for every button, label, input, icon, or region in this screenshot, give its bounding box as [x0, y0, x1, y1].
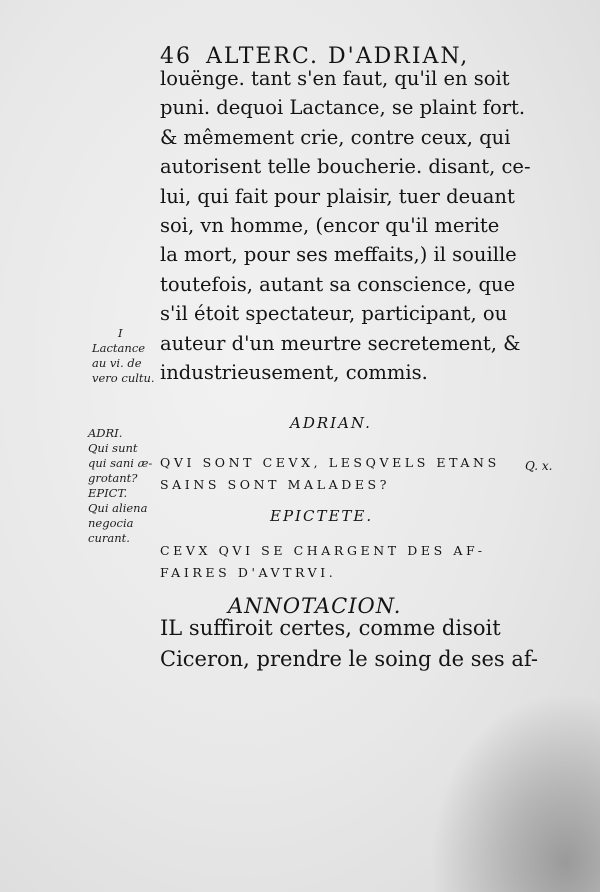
margin-line: ADRI.: [88, 426, 123, 440]
speaker-epictete: EPICTETE.: [270, 507, 374, 525]
text-line: la mort, pour ses meffaits,) il souille: [160, 243, 517, 267]
margin-line: Lactance: [92, 341, 146, 355]
margin-line: I: [118, 326, 123, 340]
text-line: louënge. tant s'en faut, qu'il en soit: [160, 67, 510, 90]
margin-line: vero cultu.: [92, 371, 155, 385]
text-line: QVI SONT CEVX, LESQVELS ETANS: [160, 455, 500, 470]
margin-line: Qui sunt: [88, 441, 138, 455]
text-line: IL suffiroit certes, comme disoit: [160, 616, 501, 640]
margin-line: au vi. de: [92, 356, 142, 370]
annotation-title: ANNOTACION.: [228, 594, 402, 618]
text-line: autorisent telle boucherie. disant, ce-: [160, 155, 531, 179]
text-line: Ciceron, prendre le soing de ses af-: [160, 647, 538, 671]
text-line: toutefois, autant sa conscience, que: [160, 272, 516, 296]
question-text: [160, 452, 500, 496]
margin-note-lactance: [92, 326, 155, 386]
text-line: s'il étoit spectateur, participant, ou: [160, 302, 508, 326]
margin-line: qui sani æ-: [88, 456, 153, 470]
running-title: ALTERC. D'ADRIAN,: [206, 44, 470, 69]
text-line: FAIRES D'AVTRVI.: [160, 565, 337, 580]
annotation-text: [160, 613, 538, 675]
body-text: [160, 64, 531, 387]
text-line: puni. dequoi Lactance, se plaint fort.: [160, 96, 526, 120]
page-number: 46: [160, 44, 192, 69]
text-line: industrieusement, commis.: [160, 360, 428, 384]
answer-text: [160, 540, 486, 584]
margin-line: Qui aliena: [88, 501, 148, 515]
margin-line: EPICT.: [88, 486, 128, 500]
margin-line: curant.: [88, 531, 130, 545]
margin-line: grotant?: [88, 471, 138, 485]
margin-note-dialogue: [88, 426, 152, 546]
water-stain: [430, 692, 600, 892]
speaker-adrian: ADRIAN.: [290, 414, 372, 432]
text-line: soi, vn homme, (encor qu'il merite: [160, 213, 500, 237]
text-line: CEVX QVI SE CHARGENT DES AF-: [160, 543, 486, 558]
margin-line: negocia: [88, 516, 134, 530]
text-line: SAINS SONT MALADES?: [160, 477, 391, 492]
text-line: & mêmement crie, contre ceux, qui: [160, 125, 511, 149]
text-line: auteur d'un meurtre secretement, &: [160, 331, 521, 355]
margin-mark-right: Q. x.: [525, 459, 553, 473]
text-line: lui, qui fait pour plaisir, tuer deuant: [160, 184, 515, 208]
